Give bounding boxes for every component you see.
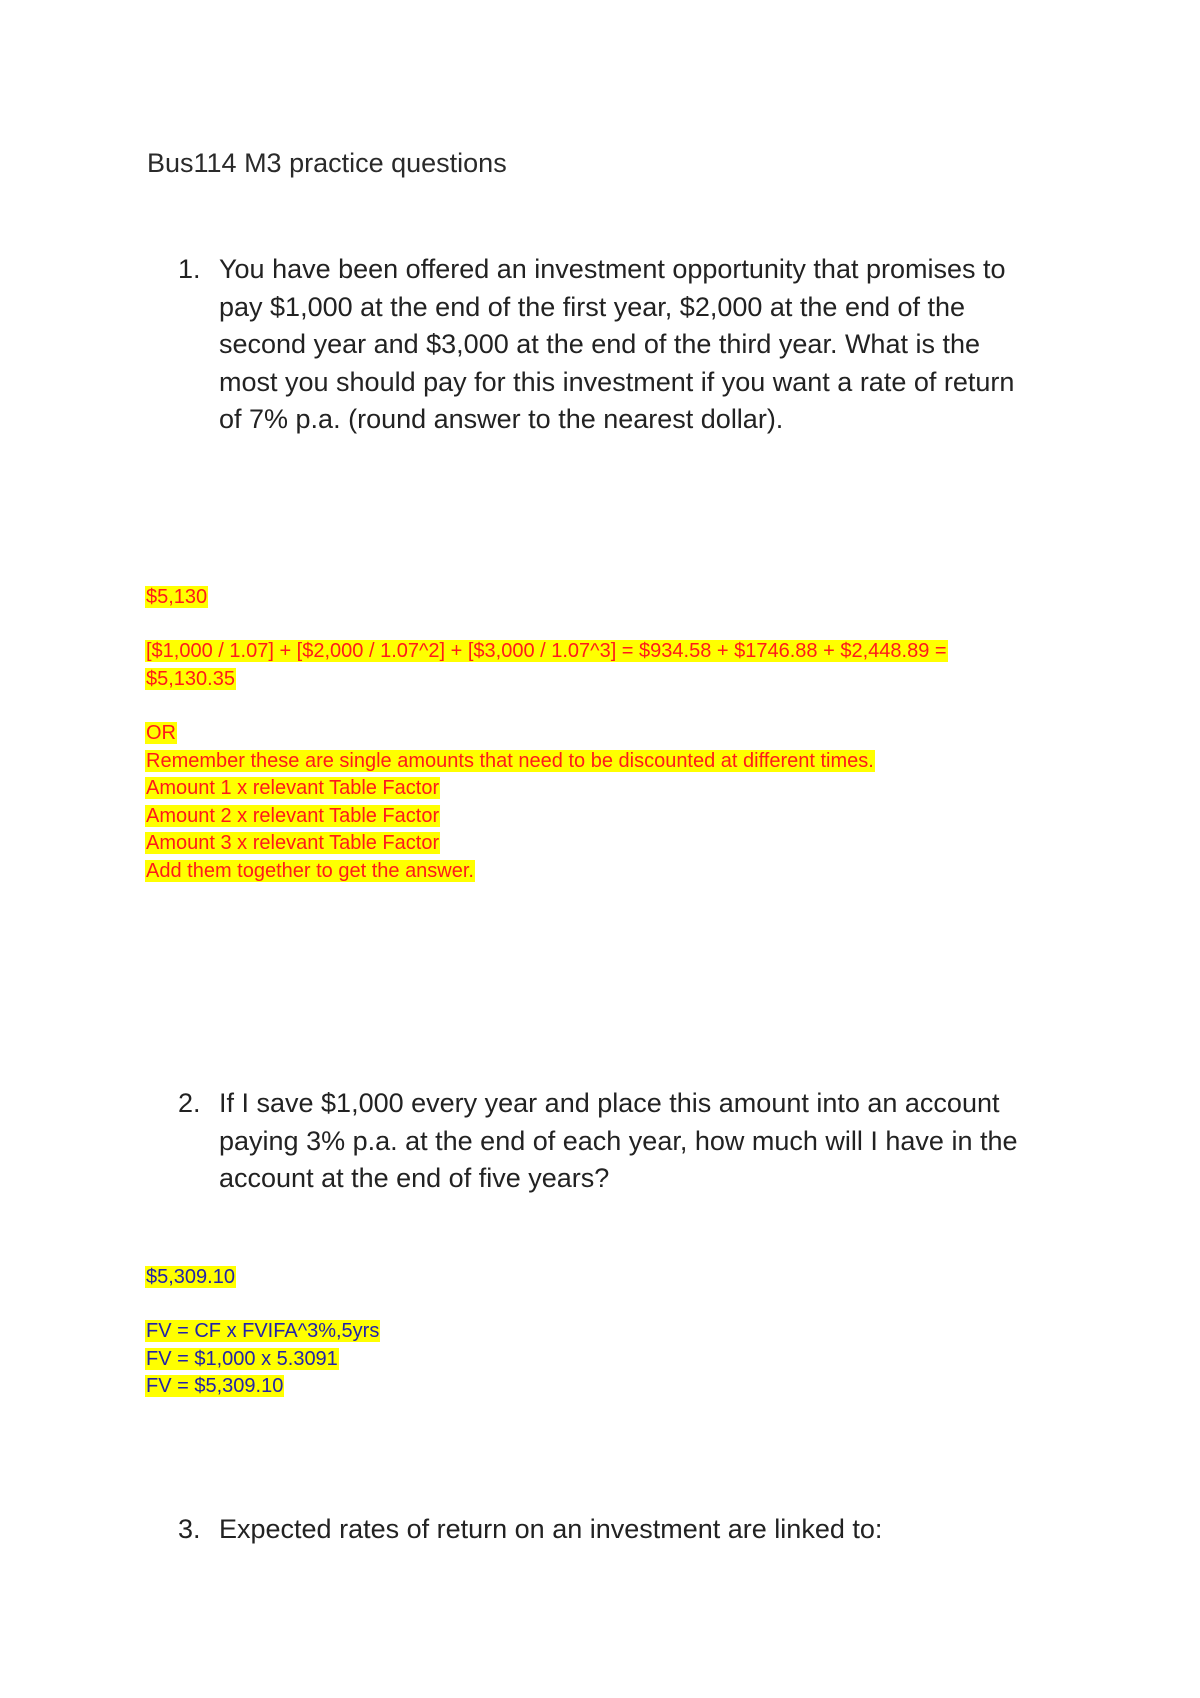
question-2 — [178, 1085, 1078, 1198]
answer-1-method — [145, 720, 1105, 885]
method-line: OR — [146, 722, 176, 744]
question-3 — [178, 1511, 1078, 1549]
calculation-line: [$1,000 / 1.07] + [$2,000 / 1.07^2] + [$3,000 / 1.07^3] = $934.58 + $1746.88 + $2,448.89 = — [146, 640, 947, 662]
method-line: Remember these are single amounts that need to be discounted at different times. — [146, 749, 874, 772]
answer-1-calculation — [145, 638, 1105, 693]
answer-2 — [145, 1264, 1105, 1292]
calculation-line: FV = $5,309.10 — [146, 1375, 284, 1397]
method-line: Amount 2 x relevant Table Factor — [146, 804, 440, 827]
method-line: Amount 1 x relevant Table Factor — [146, 777, 440, 799]
question-number: 1. — [178, 254, 201, 284]
question-text: You have been offered an investment opportunity that promises to pay $1,000 at the end of the first year, $2,000 at the end of the second year and $3,000 at the end of the third year. What is the most you should pay for this investment if you want a rate of return of 7% p.a. (round answer to the nearest dollar). — [219, 254, 1015, 434]
method-line: Amount 3 x relevant Table Factor — [146, 832, 440, 854]
question-text: If I save $1,000 every year and place this amount into an account paying 3% p.a. at the end of each year, how much will I have in the account at the end of five years? — [219, 1088, 1018, 1193]
question-1 — [178, 251, 1078, 439]
calculation-line: $5,130.35 — [146, 667, 235, 690]
question-number: 3. — [178, 1514, 201, 1544]
answer-value: $5,309.10 — [146, 1266, 235, 1288]
document-title: Bus114 M3 practice questions — [147, 148, 507, 178]
answer-2-calculation — [145, 1318, 1105, 1401]
method-line: Add them together to get the answer. — [146, 859, 474, 882]
question-number: 2. — [178, 1088, 201, 1118]
calculation-line: FV = $1,000 x 5.3091 — [146, 1347, 338, 1370]
question-text: Expected rates of return on an investment are linked to: — [219, 1514, 883, 1544]
calculation-line: FV = CF x FVIFA^3%,5yrs — [146, 1320, 380, 1342]
answer-1 — [145, 584, 1105, 612]
answer-value: $5,130 — [146, 586, 208, 608]
